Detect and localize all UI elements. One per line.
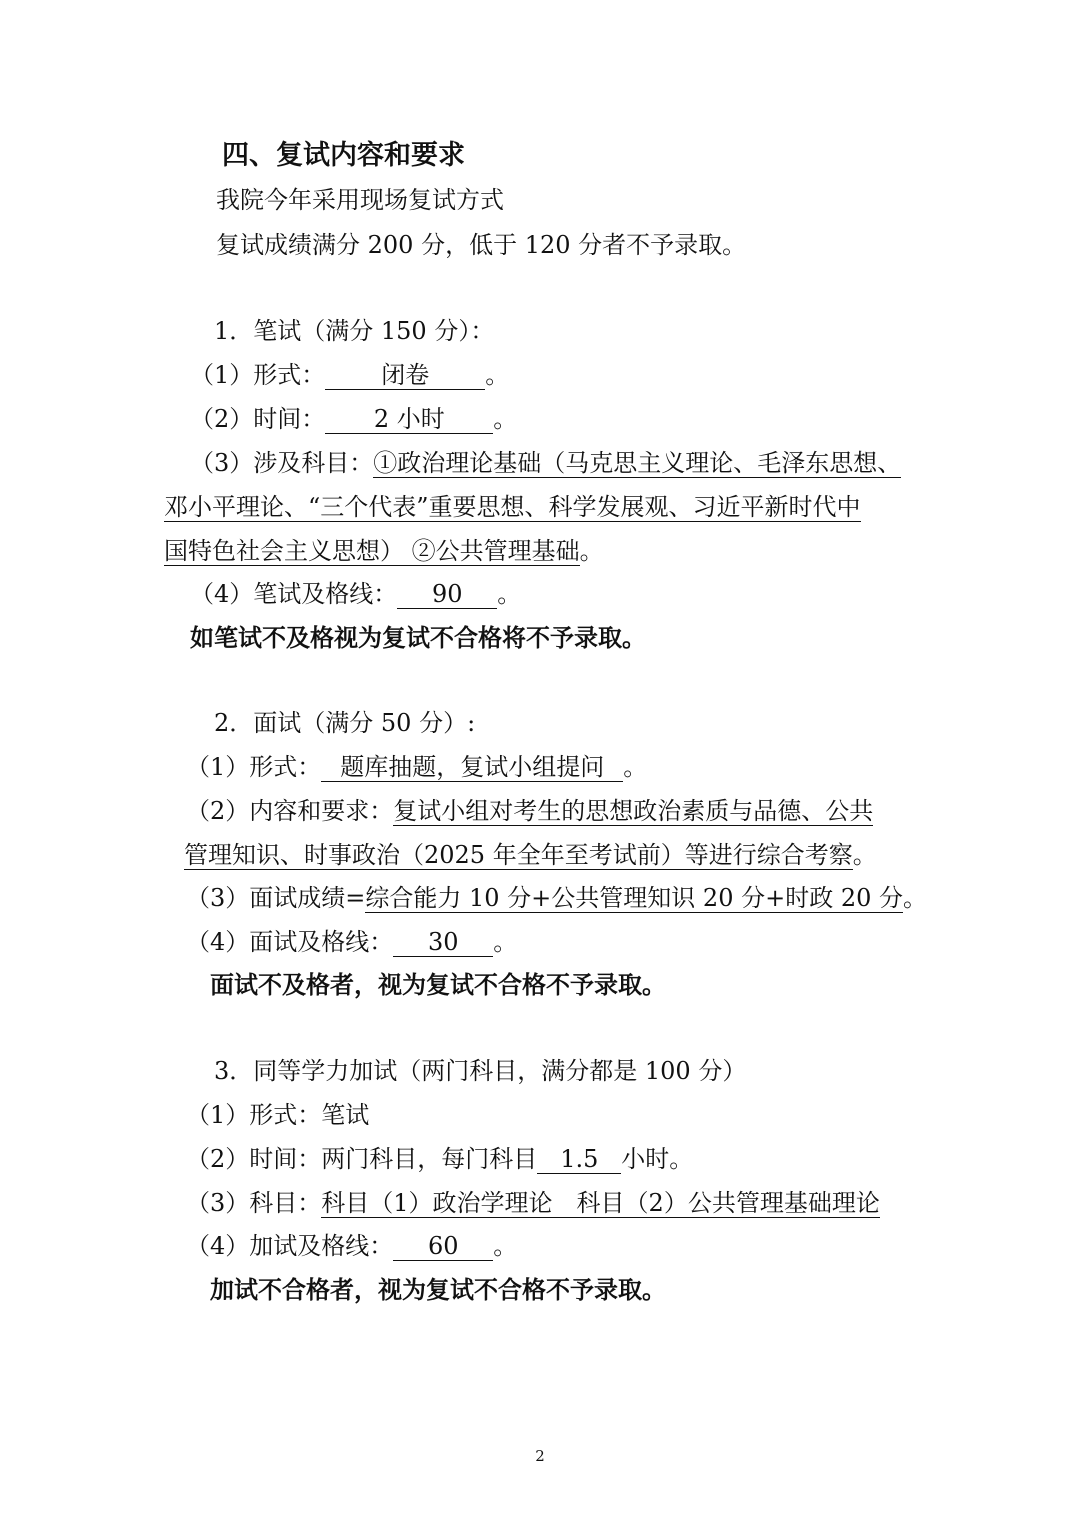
interview-score-label: （3）面试成绩= <box>186 884 366 912</box>
interview-pass <box>186 926 517 958</box>
interview-score <box>186 882 927 914</box>
interview-content-line-2-text: 管理知识、时事政治（2025 年全年至考试前）等进行综合考察 <box>184 841 853 869</box>
period: 。 <box>493 1232 518 1260</box>
extra-note: 加试不合格者，视为复试不合格不予录取。 <box>210 1275 666 1304</box>
written-time-label: （2）时间： <box>190 405 326 433</box>
interview-content-label: （2）内容和要求： <box>186 797 394 825</box>
written-subjects-line-3-text: 国特色社会主义思想） ②公共管理基础 <box>164 537 580 565</box>
period: 。 <box>493 928 518 956</box>
interview-content-line-2 <box>184 839 877 871</box>
intro-line-2: 复试成绩满分 200 分，低于 120 分者不予录取。 <box>216 231 747 259</box>
extra-pass <box>186 1230 517 1262</box>
written-subjects-line-3 <box>164 535 604 567</box>
interview-content <box>186 795 873 827</box>
written-pass-value: 90 <box>397 580 497 609</box>
interview-form-label: （1）形式： <box>186 753 322 781</box>
period: 。 <box>497 580 522 608</box>
written-subjects <box>190 447 901 479</box>
written-title: 1．笔试（满分 150 分）： <box>214 317 495 345</box>
written-pass-label: （4）笔试及格线： <box>190 580 398 608</box>
extra-time <box>186 1143 693 1175</box>
period: 。 <box>903 884 927 912</box>
written-subjects-line-2 <box>164 491 861 523</box>
interview-note: 面试不及格者，视为复试不合格不予录取。 <box>210 970 666 999</box>
written-time-value: 2 小时 <box>325 405 493 434</box>
written-subjects-line-2-text: 邓小平理论、“三个代表”重要思想、科学发展观、习近平新时代中 <box>164 493 861 521</box>
period: 。 <box>852 841 877 869</box>
extra-time-suffix: 小时。 <box>621 1145 694 1173</box>
interview-pass-label: （4）面试及格线： <box>186 928 394 956</box>
interview-content-line-1: 复试小组对考生的思想政治素质与品德、公共 <box>393 797 874 825</box>
written-note: 如笔试不及格视为复试不合格将不予录取。 <box>190 623 646 652</box>
extra-subjects-value: 科目（1）政治学理论 科目（2）公共管理基础理论 <box>321 1189 880 1217</box>
period: 。 <box>579 537 604 565</box>
interview-form <box>186 751 647 783</box>
written-subjects-line-1: ①政治理论基础（马克思主义理论、毛泽东思想、 <box>373 449 902 477</box>
period: 。 <box>493 405 518 433</box>
written-form-label: （1）形式： <box>190 361 326 389</box>
written-time <box>190 403 517 435</box>
extra-pass-value: 60 <box>393 1232 493 1261</box>
period: 。 <box>485 361 510 389</box>
extra-subjects-label: （3）科目： <box>186 1189 322 1217</box>
interview-title: 2．面试（满分 50 分）: <box>214 709 476 737</box>
section-heading: 四、复试内容和要求 <box>222 140 465 171</box>
interview-pass-value: 30 <box>393 928 493 957</box>
page-number: 2 <box>535 1447 545 1465</box>
written-pass <box>190 578 521 610</box>
written-form-value: 闭卷 <box>325 361 485 390</box>
extra-time-label: （2）时间：两门科目，每门科目 <box>186 1145 538 1173</box>
interview-form-value: 题库抽题，复试小组提问 <box>321 753 623 782</box>
extra-time-value: 1.5 <box>537 1145 621 1174</box>
written-subjects-label: （3）涉及科目： <box>190 449 374 477</box>
extra-subjects <box>186 1187 880 1219</box>
extra-pass-label: （4）加试及格线： <box>186 1232 394 1260</box>
extra-title: 3．同等学力加试（两门科目，满分都是 100 分） <box>214 1057 747 1085</box>
period: 。 <box>623 753 648 781</box>
extra-form: （1）形式：笔试 <box>186 1101 370 1129</box>
interview-score-value: 综合能力 10 分+公共管理知识 20 分+时政 20 分 <box>365 884 903 912</box>
written-form <box>190 359 509 391</box>
intro-line-1: 我院今年采用现场复试方式 <box>216 186 504 214</box>
